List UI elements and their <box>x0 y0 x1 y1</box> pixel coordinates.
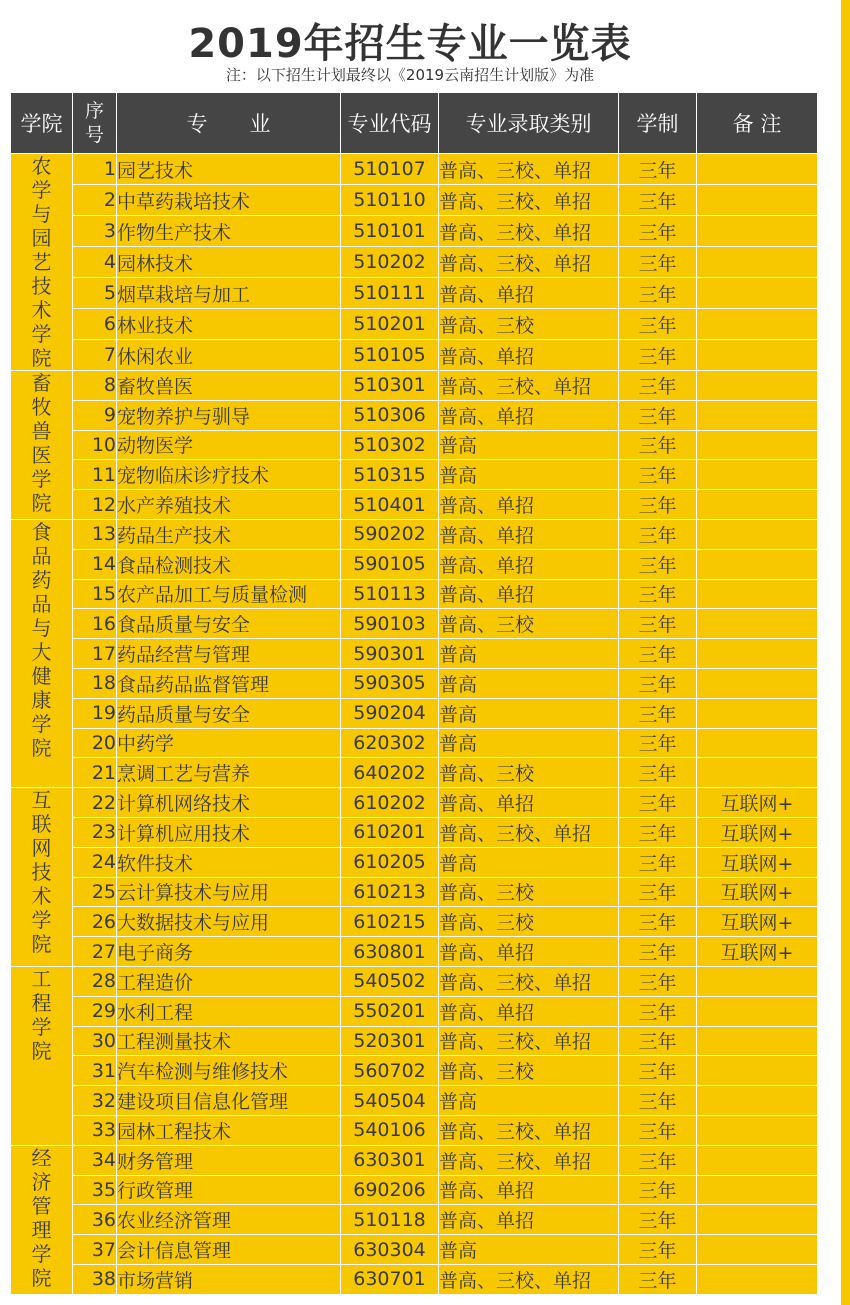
admission-cell: 普高 <box>439 847 619 877</box>
code-cell: 510301 <box>341 371 439 401</box>
seq-cell: 28 <box>73 966 117 996</box>
remark-cell <box>697 609 818 639</box>
remark-cell <box>697 1264 818 1294</box>
years-cell: 三年 <box>619 609 697 639</box>
seq-cell: 13 <box>73 519 117 549</box>
admission-cell: 普高、三校 <box>439 609 619 639</box>
seq-cell: 19 <box>73 698 117 728</box>
college-cell <box>11 371 73 520</box>
seq-cell: 20 <box>73 728 117 758</box>
seq-cell: 37 <box>73 1235 117 1265</box>
years-cell: 三年 <box>619 1026 697 1056</box>
table-row <box>11 1205 818 1235</box>
code-cell: 590204 <box>341 698 439 728</box>
seq-cell: 24 <box>73 847 117 877</box>
admission-cell: 普高、三校、单招 <box>439 216 619 247</box>
years-cell: 三年 <box>619 817 697 847</box>
seq-cell: 35 <box>73 1175 117 1205</box>
remark-cell <box>697 1086 818 1116</box>
years-cell: 三年 <box>619 966 697 996</box>
remark-cell <box>697 185 818 216</box>
major-cell: 园艺技术 <box>117 154 341 185</box>
code-cell: 520301 <box>341 1026 439 1056</box>
admission-cell: 普高、三校、单招 <box>439 1026 619 1056</box>
admission-cell: 普高 <box>439 639 619 669</box>
admission-cell: 普高、单招 <box>439 549 619 579</box>
table-row <box>11 216 818 247</box>
remark-cell <box>697 549 818 579</box>
seq-cell: 11 <box>73 460 117 490</box>
remark-cell: 互联网+ <box>697 847 818 877</box>
remark-cell <box>697 966 818 996</box>
table-row <box>11 1235 818 1265</box>
years-cell: 三年 <box>619 937 697 967</box>
remark-cell: 互联网+ <box>697 907 818 937</box>
years-cell: 三年 <box>619 216 697 247</box>
table-row <box>11 668 818 698</box>
seq-cell: 32 <box>73 1086 117 1116</box>
table-row <box>11 1026 818 1056</box>
years-cell: 三年 <box>619 549 697 579</box>
years-cell: 三年 <box>619 1175 697 1205</box>
major-cell: 工程造价 <box>117 966 341 996</box>
admission-cell: 普高 <box>439 1086 619 1116</box>
remark-cell <box>697 1115 818 1145</box>
major-cell: 农产品加工与质量检测 <box>117 579 341 609</box>
admission-cell: 普高 <box>439 430 619 460</box>
admission-cell: 普高、三校、单招 <box>439 1145 619 1175</box>
remark-cell: 互联网+ <box>697 937 818 967</box>
major-cell: 食品检测技术 <box>117 549 341 579</box>
years-cell: 三年 <box>619 1056 697 1086</box>
years-cell: 三年 <box>619 1145 697 1175</box>
admission-cell: 普高、三校、单招 <box>439 966 619 996</box>
table-row <box>11 698 818 728</box>
table-row <box>11 430 818 460</box>
admission-cell: 普高、三校、单招 <box>439 817 619 847</box>
major-cell: 云计算技术与应用 <box>117 877 341 907</box>
remark-cell <box>697 1056 818 1086</box>
table-row <box>11 400 818 430</box>
college-cell <box>11 788 73 967</box>
remark-cell <box>697 579 818 609</box>
major-cell: 烟草栽培与加工 <box>117 278 341 309</box>
seq-cell: 4 <box>73 247 117 278</box>
college-name: 畜牧兽医学院 <box>31 371 52 515</box>
admission-cell: 普高、三校、单招 <box>439 185 619 216</box>
major-cell: 林业技术 <box>117 309 341 340</box>
years-cell: 三年 <box>619 758 697 788</box>
remark-cell <box>697 490 818 520</box>
seq-cell: 33 <box>73 1115 117 1145</box>
code-cell: 610205 <box>341 847 439 877</box>
header-code: 专业代码 <box>341 93 439 154</box>
years-cell: 三年 <box>619 639 697 669</box>
header-major: 专 业 <box>117 93 341 154</box>
table-row <box>11 1056 818 1086</box>
table-row <box>11 609 818 639</box>
years-cell: 三年 <box>619 1086 697 1116</box>
code-cell: 590301 <box>341 639 439 669</box>
header-years: 学制 <box>619 93 697 154</box>
college-cell <box>11 154 73 371</box>
table-row <box>11 639 818 669</box>
major-cell: 药品质量与安全 <box>117 698 341 728</box>
major-cell: 动物医学 <box>117 430 341 460</box>
college-cell <box>11 1145 73 1294</box>
header-remark: 备 注 <box>697 93 818 154</box>
table-row <box>11 490 818 520</box>
code-cell: 630304 <box>341 1235 439 1265</box>
header-seq-line1: 序 <box>84 100 104 122</box>
table-row <box>11 966 818 996</box>
remark-cell <box>697 996 818 1026</box>
code-cell: 510201 <box>341 309 439 340</box>
seq-cell: 21 <box>73 758 117 788</box>
table-row <box>11 1086 818 1116</box>
admission-cell: 普高、三校、单招 <box>439 247 619 278</box>
seq-cell: 18 <box>73 668 117 698</box>
college-name: 工程学院 <box>31 966 52 1063</box>
table-row <box>11 154 818 185</box>
major-cell: 电子商务 <box>117 937 341 967</box>
major-cell: 计算机应用技术 <box>117 817 341 847</box>
header-seq <box>73 93 117 154</box>
admission-cell: 普高、单招 <box>439 937 619 967</box>
table-row <box>11 847 818 877</box>
remark-cell <box>697 460 818 490</box>
years-cell: 三年 <box>619 668 697 698</box>
major-cell: 园林技术 <box>117 247 341 278</box>
years-cell: 三年 <box>619 907 697 937</box>
major-cell: 计算机网络技术 <box>117 788 341 818</box>
years-cell: 三年 <box>619 278 697 309</box>
major-cell: 宠物养护与驯导 <box>117 400 341 430</box>
remark-cell <box>697 309 818 340</box>
seq-cell: 25 <box>73 877 117 907</box>
seq-cell: 2 <box>73 185 117 216</box>
major-cell: 食品药品监督管理 <box>117 668 341 698</box>
seq-cell: 8 <box>73 371 117 401</box>
table-row <box>11 788 818 818</box>
remark-cell <box>697 216 818 247</box>
major-cell: 汽车检测与维修技术 <box>117 1056 341 1086</box>
seq-cell: 16 <box>73 609 117 639</box>
code-cell: 630801 <box>341 937 439 967</box>
code-cell: 690206 <box>341 1175 439 1205</box>
header-seq-line2: 号 <box>84 124 104 146</box>
table-row <box>11 758 818 788</box>
major-cell: 市场营销 <box>117 1264 341 1294</box>
remark-cell <box>697 728 818 758</box>
table-row <box>11 907 818 937</box>
table-row <box>11 1264 818 1294</box>
page-title: 2019年招生专业一览表 <box>188 21 632 67</box>
seq-cell: 12 <box>73 490 117 520</box>
seq-cell: 38 <box>73 1264 117 1294</box>
seq-cell: 6 <box>73 309 117 340</box>
admission-cell: 普高、三校 <box>439 907 619 937</box>
code-cell: 610201 <box>341 817 439 847</box>
header-college: 学院 <box>11 93 73 154</box>
remark-cell <box>697 1145 818 1175</box>
major-cell: 农业经济管理 <box>117 1205 341 1235</box>
table-header-row <box>11 93 818 154</box>
years-cell: 三年 <box>619 728 697 758</box>
major-cell: 中草药栽培技术 <box>117 185 341 216</box>
admission-cell: 普高、单招 <box>439 996 619 1026</box>
code-cell: 550201 <box>341 996 439 1026</box>
major-cell: 工程测量技术 <box>117 1026 341 1056</box>
major-cell: 水利工程 <box>117 996 341 1026</box>
admission-cell: 普高、三校 <box>439 758 619 788</box>
code-cell: 560702 <box>341 1056 439 1086</box>
admission-cell: 普高 <box>439 728 619 758</box>
remark-cell: 互联网+ <box>697 877 818 907</box>
admission-cell: 普高、单招 <box>439 490 619 520</box>
seq-cell: 10 <box>73 430 117 460</box>
major-cell: 休闲农业 <box>117 340 341 371</box>
seq-cell: 9 <box>73 400 117 430</box>
code-cell: 630301 <box>341 1145 439 1175</box>
table-row <box>11 1145 818 1175</box>
years-cell: 三年 <box>619 1235 697 1265</box>
remark-cell <box>697 1235 818 1265</box>
admission-cell: 普高 <box>439 668 619 698</box>
seq-cell: 14 <box>73 549 117 579</box>
admission-cell: 普高、单招 <box>439 579 619 609</box>
admission-cell: 普高、三校 <box>439 309 619 340</box>
code-cell: 540502 <box>341 966 439 996</box>
table-row <box>11 247 818 278</box>
table-row <box>11 579 818 609</box>
years-cell: 三年 <box>619 579 697 609</box>
major-cell: 园林工程技术 <box>117 1115 341 1145</box>
admission-cell: 普高、单招 <box>439 340 619 371</box>
table-row <box>11 1175 818 1205</box>
remark-cell <box>697 278 818 309</box>
table-row <box>11 185 818 216</box>
seq-cell: 3 <box>73 216 117 247</box>
code-cell: 510306 <box>341 400 439 430</box>
major-cell: 宠物临床诊疗技术 <box>117 460 341 490</box>
years-cell: 三年 <box>619 698 697 728</box>
years-cell: 三年 <box>619 371 697 401</box>
college-cell <box>11 966 73 1145</box>
code-cell: 540106 <box>341 1115 439 1145</box>
code-cell: 590202 <box>341 519 439 549</box>
code-cell: 540504 <box>341 1086 439 1116</box>
seq-cell: 26 <box>73 907 117 937</box>
major-cell: 药品生产技术 <box>117 519 341 549</box>
remark-cell <box>697 340 818 371</box>
college-name: 互联网技术学院 <box>31 788 52 957</box>
remark-cell <box>697 400 818 430</box>
major-cell: 畜牧兽医 <box>117 371 341 401</box>
years-cell: 三年 <box>619 309 697 340</box>
major-cell: 中药学 <box>117 728 341 758</box>
admission-cell: 普高、三校、单招 <box>439 154 619 185</box>
remark-cell <box>697 247 818 278</box>
admission-cell: 普高、三校、单招 <box>439 371 619 401</box>
years-cell: 三年 <box>619 400 697 430</box>
years-cell: 三年 <box>619 877 697 907</box>
seq-cell: 34 <box>73 1145 117 1175</box>
table-row <box>11 1115 818 1145</box>
years-cell: 三年 <box>619 1264 697 1294</box>
table-row <box>11 937 818 967</box>
code-cell: 510105 <box>341 340 439 371</box>
table-row <box>11 877 818 907</box>
table-row <box>11 519 818 549</box>
seq-cell: 36 <box>73 1205 117 1235</box>
major-cell: 食品质量与安全 <box>117 609 341 639</box>
code-cell: 510110 <box>341 185 439 216</box>
code-cell: 590105 <box>341 549 439 579</box>
remark-cell <box>697 668 818 698</box>
years-cell: 三年 <box>619 1115 697 1145</box>
table-row <box>11 278 818 309</box>
years-cell: 三年 <box>619 430 697 460</box>
table-body <box>11 154 818 1295</box>
years-cell: 三年 <box>619 460 697 490</box>
code-cell: 610213 <box>341 877 439 907</box>
code-cell: 640202 <box>341 758 439 788</box>
admission-cell: 普高 <box>439 460 619 490</box>
majors-table <box>10 92 818 1295</box>
admission-cell: 普高、单招 <box>439 278 619 309</box>
admission-cell: 普高、单招 <box>439 519 619 549</box>
major-cell: 水产养殖技术 <box>117 490 341 520</box>
code-cell: 510118 <box>341 1205 439 1235</box>
major-cell: 行政管理 <box>117 1175 341 1205</box>
admission-cell: 普高、三校、单招 <box>439 1264 619 1294</box>
seq-cell: 22 <box>73 788 117 818</box>
code-cell: 610215 <box>341 907 439 937</box>
years-cell: 三年 <box>619 340 697 371</box>
years-cell: 三年 <box>619 788 697 818</box>
college-name: 农学与园艺技术学院 <box>31 154 52 370</box>
admission-cell: 普高、单招 <box>439 400 619 430</box>
seq-cell: 29 <box>73 996 117 1026</box>
seq-cell: 27 <box>73 937 117 967</box>
admission-cell: 普高 <box>439 1235 619 1265</box>
remark-cell <box>697 430 818 460</box>
major-cell: 作物生产技术 <box>117 216 341 247</box>
years-cell: 三年 <box>619 154 697 185</box>
years-cell: 三年 <box>619 996 697 1026</box>
remark-cell: 互联网+ <box>697 788 818 818</box>
major-cell: 财务管理 <box>117 1145 341 1175</box>
code-cell: 590103 <box>341 609 439 639</box>
code-cell: 510401 <box>341 490 439 520</box>
admission-cell: 普高、单招 <box>439 1175 619 1205</box>
table-row <box>11 728 818 758</box>
major-cell: 软件技术 <box>117 847 341 877</box>
code-cell: 510202 <box>341 247 439 278</box>
table-row <box>11 996 818 1026</box>
table-row <box>11 371 818 401</box>
remark-cell <box>697 154 818 185</box>
code-cell: 620302 <box>341 728 439 758</box>
side-accent-stripe <box>841 0 850 1305</box>
code-cell: 510302 <box>341 430 439 460</box>
admission-cell: 普高 <box>439 698 619 728</box>
remark-cell <box>697 519 818 549</box>
code-cell: 590305 <box>341 668 439 698</box>
seq-cell: 30 <box>73 1026 117 1056</box>
table-row <box>11 549 818 579</box>
years-cell: 三年 <box>619 490 697 520</box>
code-cell: 630701 <box>341 1264 439 1294</box>
remark-cell <box>697 758 818 788</box>
table-row <box>11 309 818 340</box>
years-cell: 三年 <box>619 247 697 278</box>
code-cell: 510107 <box>341 154 439 185</box>
years-cell: 三年 <box>619 847 697 877</box>
seq-cell: 31 <box>73 1056 117 1086</box>
college-cell <box>11 519 73 787</box>
seq-cell: 23 <box>73 817 117 847</box>
code-cell: 610202 <box>341 788 439 818</box>
page-note: 注：以下招生计划最终以《2019云南招生计划版》为准 <box>225 66 595 84</box>
remark-cell <box>697 1205 818 1235</box>
seq-cell: 15 <box>73 579 117 609</box>
remark-cell <box>697 698 818 728</box>
years-cell: 三年 <box>619 1205 697 1235</box>
table-row <box>11 340 818 371</box>
remark-cell <box>697 371 818 401</box>
years-cell: 三年 <box>619 519 697 549</box>
code-cell: 510315 <box>341 460 439 490</box>
remark-cell <box>697 1175 818 1205</box>
admission-cell: 普高、单招 <box>439 1205 619 1235</box>
code-cell: 510101 <box>341 216 439 247</box>
admission-cell: 普高、三校、单招 <box>439 1115 619 1145</box>
remark-cell: 互联网+ <box>697 817 818 847</box>
major-cell: 大数据技术与应用 <box>117 907 341 937</box>
major-cell: 烹调工艺与营养 <box>117 758 341 788</box>
years-cell: 三年 <box>619 185 697 216</box>
admission-cell: 普高、三校 <box>439 1056 619 1086</box>
college-name: 食品药品与大健康学院 <box>31 519 52 760</box>
major-cell: 建设项目信息化管理 <box>117 1086 341 1116</box>
seq-cell: 5 <box>73 278 117 309</box>
admission-cell: 普高、单招 <box>439 788 619 818</box>
admission-cell: 普高、三校 <box>439 877 619 907</box>
major-cell: 药品经营与管理 <box>117 639 341 669</box>
code-cell: 510113 <box>341 579 439 609</box>
seq-cell: 17 <box>73 639 117 669</box>
header-admission: 专业录取类别 <box>439 93 619 154</box>
seq-cell: 1 <box>73 154 117 185</box>
college-name: 经济管理学院 <box>31 1145 52 1290</box>
seq-cell: 7 <box>73 340 117 371</box>
major-cell: 会计信息管理 <box>117 1235 341 1265</box>
table-row <box>11 460 818 490</box>
code-cell: 510111 <box>341 278 439 309</box>
table-row <box>11 817 818 847</box>
remark-cell <box>697 1026 818 1056</box>
remark-cell <box>697 639 818 669</box>
